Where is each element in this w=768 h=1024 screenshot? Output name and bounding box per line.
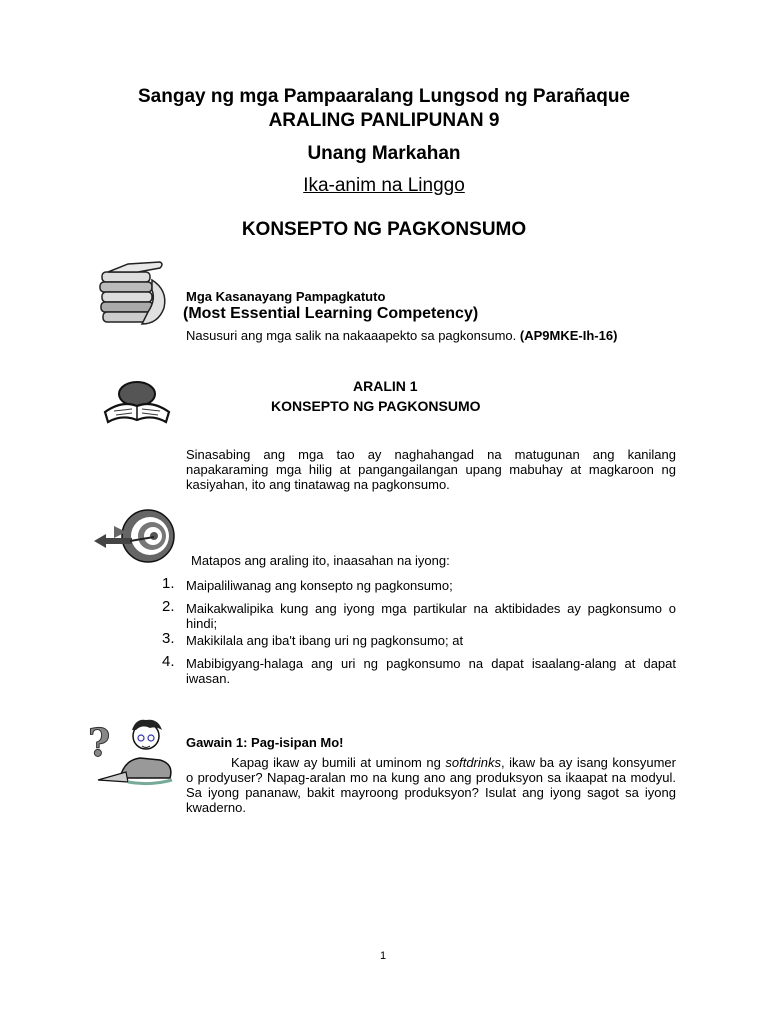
melc-code: (AP9MKE-Ih-16)	[519, 328, 618, 343]
list-item	[162, 653, 676, 686]
objective-text: Maipaliliwanag ang konsepto ng pagkonsumo;	[186, 578, 453, 593]
objective-number: 4.	[162, 653, 175, 670]
objective-text: Makikilala ang iba't ibang uri ng pagkonsumo; at	[186, 633, 464, 648]
activity-text-italic: softdrinks	[445, 755, 501, 770]
list-item	[162, 575, 676, 593]
lesson-title: KONSEPTO NG PAGKONSUMO	[271, 398, 481, 414]
lesson-intro: Sinasabing ang mga tao ay naghahangad na matugunan ang kanilang napakaraming mga hilig at pangangailangan upang mabuhay at magkaroon ng kasiyahan, ito ang tinatawag na pagkonsumo.	[186, 447, 676, 492]
activity-text	[186, 755, 676, 815]
activity-text-after: , ikaw ba ay isang konsyumer o prodyuser? Napag-aralan mo na kung ano ang produksyon sa ikaapat na modyul. Sa iyong pananaw, bakit mayroong produksyon? Isulat ang iyong sagot sa iyong kwaderno.	[186, 755, 676, 815]
list-item	[162, 598, 676, 631]
objective-text: Maikakwalipika kung ang iyong mga partikular na aktibidades ay pagkonsumo o hindi;	[186, 601, 676, 631]
open-book-icon	[102, 378, 172, 426]
topic-title: KONSEPTO NG PAGKONSUMO	[241, 219, 527, 240]
objectives-lead: Matapos ang araling ito, inaasahan na iyong:	[191, 553, 450, 568]
list-item	[162, 630, 676, 648]
subject-title: ARALING PANLIPUNAN 9	[268, 110, 500, 131]
activity-text-before: Kapag ikaw ay bumili at uminom ng	[231, 755, 446, 770]
quarter-title: Unang Markahan	[307, 143, 461, 164]
objective-text: Mabibigyang-halaga ang uri ng pagkonsumo na dapat isaalang-alang at dapat iwasan.	[186, 656, 676, 686]
week-title	[0, 175, 768, 197]
melc-statement	[186, 328, 617, 343]
melc-label-english: (Most Essential Learning Competency)	[183, 305, 479, 322]
svg-text:?: ?	[88, 720, 111, 765]
thinking-person-with-question-mark-icon	[80, 716, 180, 786]
week-label: Ika-anim na Linggo	[303, 175, 465, 196]
objectives-list	[162, 575, 676, 686]
target-with-arrow-icon	[92, 508, 178, 564]
page-number: 1	[380, 950, 387, 962]
division-title: Sangay ng mga Pampaaralang Lungsod ng Parañaque	[138, 86, 630, 107]
melc-text: Nasusuri ang mga salik na nakaaapekto sa pagkonsumo.	[186, 328, 517, 343]
objective-number: 2.	[162, 598, 175, 615]
hand-with-books-icon	[98, 260, 172, 328]
melc-label: Mga Kasanayang Pampagkatuto	[186, 289, 386, 304]
lesson-number: ARALIN 1	[353, 378, 418, 394]
activity-title: Gawain 1: Pag-isipan Mo!	[186, 735, 344, 750]
objective-number: 3.	[162, 630, 175, 647]
objective-number: 1.	[162, 575, 175, 592]
